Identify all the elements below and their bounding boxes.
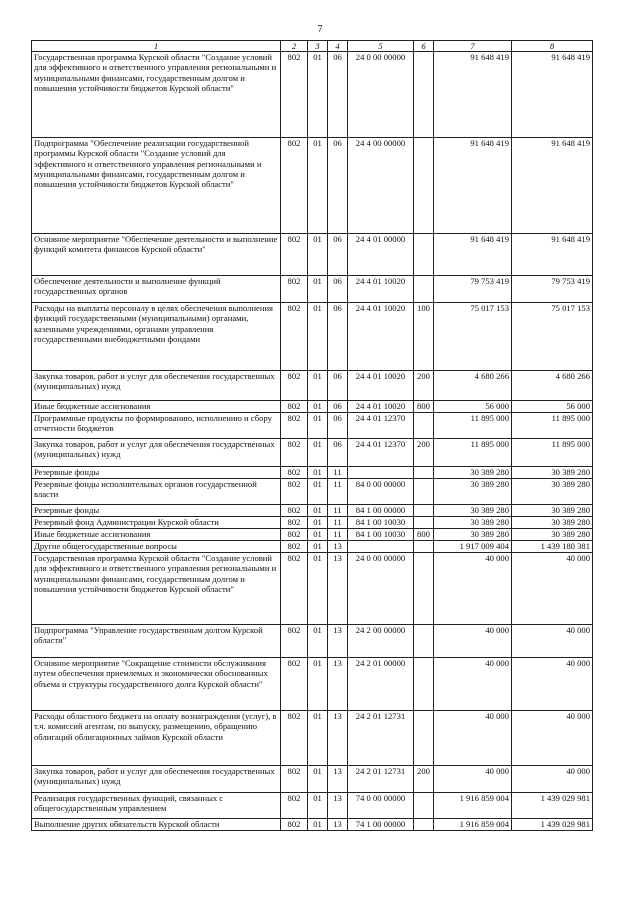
cell-rz: 01 (308, 401, 328, 413)
cell-sum1: 79 753 419 (434, 276, 512, 303)
cell-name: Закупка товаров, работ и услуг для обеспечения государственных (муниципальных) нужд (32, 371, 281, 401)
cell-csr: 24 0 00 00000 (348, 553, 414, 625)
cell-sum2: 30 389 280 (512, 529, 593, 541)
cell-ved: 802 (281, 658, 308, 711)
cell-sum1: 1 917 009 404 (434, 541, 512, 553)
cell-vr (414, 276, 434, 303)
cell-sum2: 1 439 029 981 (512, 819, 593, 831)
cell-sum1: 91 648 419 (434, 234, 512, 276)
cell-vr (414, 138, 434, 234)
cell-sum2: 4 680 266 (512, 371, 593, 401)
cell-csr: 24 4 01 10020 (348, 401, 414, 413)
cell-name: Выполнение других обязательств Курской области (32, 819, 281, 831)
cell-sum1: 75 017 153 (434, 303, 512, 371)
cell-vr (414, 625, 434, 658)
cell-pr: 06 (328, 439, 348, 467)
cell-sum1: 40 000 (434, 711, 512, 766)
cell-sum2: 30 389 280 (512, 467, 593, 479)
cell-pr: 11 (328, 517, 348, 529)
cell-csr: 84 0 00 00000 (348, 479, 414, 505)
cell-name: Другие общегосударственные вопросы (32, 541, 281, 553)
cell-ved: 802 (281, 413, 308, 439)
cell-sum1: 91 648 419 (434, 138, 512, 234)
table-row (32, 658, 593, 711)
cell-name: Расходы областного бюджета на оплату вознаграждения (услуг), в т.ч. комиссий агентам, по выпуску, размещению, обращению облигаций облигационных займов Курской области (32, 711, 281, 766)
cell-rz: 01 (308, 138, 328, 234)
cell-pr: 11 (328, 479, 348, 505)
cell-sum1: 56 000 (434, 401, 512, 413)
table-row (32, 138, 593, 234)
cell-csr: 24 4 01 12370 (348, 413, 414, 439)
cell-sum2: 56 000 (512, 401, 593, 413)
cell-sum2: 30 389 280 (512, 505, 593, 517)
cell-rz: 01 (308, 413, 328, 439)
cell-name: Резервные фонды исполнительных органов государственной власти (32, 479, 281, 505)
cell-sum2: 40 000 (512, 553, 593, 625)
cell-sum1: 1 916 859 004 (434, 819, 512, 831)
cell-pr: 06 (328, 234, 348, 276)
cell-pr: 11 (328, 505, 348, 517)
cell-sum1: 40 000 (434, 766, 512, 793)
cell-vr (414, 658, 434, 711)
cell-pr: 06 (328, 138, 348, 234)
cell-pr: 13 (328, 541, 348, 553)
cell-rz: 01 (308, 371, 328, 401)
cell-csr (348, 541, 414, 553)
cell-sum1: 11 895 000 (434, 413, 512, 439)
table-row (32, 819, 593, 831)
cell-ved: 802 (281, 711, 308, 766)
cell-ved: 802 (281, 517, 308, 529)
cell-vr: 100 (414, 303, 434, 371)
cell-rz: 01 (308, 303, 328, 371)
cell-csr: 24 0 00 00000 (348, 52, 414, 138)
cell-sum2: 40 000 (512, 766, 593, 793)
cell-pr: 13 (328, 793, 348, 819)
cell-rz: 01 (308, 505, 328, 517)
cell-pr: 13 (328, 819, 348, 831)
cell-vr (414, 234, 434, 276)
cell-sum2: 40 000 (512, 658, 593, 711)
cell-ved: 802 (281, 793, 308, 819)
table-row (32, 766, 593, 793)
cell-name: Иные бюджетные ассигнования (32, 529, 281, 541)
cell-sum1: 4 680 266 (434, 371, 512, 401)
cell-pr: 06 (328, 401, 348, 413)
cell-csr: 24 2 01 00000 (348, 658, 414, 711)
cell-csr: 84 1 00 10030 (348, 517, 414, 529)
cell-rz: 01 (308, 658, 328, 711)
cell-csr: 24 4 01 12370 (348, 439, 414, 467)
cell-ved: 802 (281, 553, 308, 625)
cell-name: Подпрограмма "Обеспечение реализации государственной программы Курской области "Создание условий для эффективного и ответственного управления региональными и муниципальными финансами, государственным долгом и повышения устойчивости бюджетов Курской области" (32, 138, 281, 234)
cell-pr: 13 (328, 625, 348, 658)
table-row (32, 439, 593, 467)
cell-name: Основное мероприятие "Обеспечение деятельности и выполнение функций комитета финансов Курской области" (32, 234, 281, 276)
cell-ved: 802 (281, 479, 308, 505)
table-row (32, 479, 593, 505)
budget-table (31, 40, 593, 831)
table-row (32, 505, 593, 517)
cell-name: Основное мероприятие "Сокращение стоимости обслуживания путем обеспечения приемлемых и экономически обоснованных объема и структуры государственного долга Курской области" (32, 658, 281, 711)
cell-sum1: 1 916 859 004 (434, 793, 512, 819)
cell-name: Резервные фонды (32, 505, 281, 517)
cell-csr: 74 0 00 00000 (348, 793, 414, 819)
cell-ved: 802 (281, 401, 308, 413)
cell-vr: 800 (414, 529, 434, 541)
cell-name: Государственная программа Курской области "Создание условий для эффективного и ответственного управления региональными и муниципальными финансами, государственным долгом и повышения устойчивости бюджетов Курской области" (32, 52, 281, 138)
cell-rz: 01 (308, 234, 328, 276)
cell-pr: 06 (328, 276, 348, 303)
cell-sum1: 30 389 280 (434, 517, 512, 529)
cell-csr (348, 467, 414, 479)
table-row (32, 234, 593, 276)
table-row (32, 276, 593, 303)
cell-sum2: 75 017 153 (512, 303, 593, 371)
column-header-vr: 6 (414, 41, 434, 52)
cell-ved: 802 (281, 234, 308, 276)
cell-rz: 01 (308, 711, 328, 766)
cell-csr: 24 2 01 12731 (348, 711, 414, 766)
cell-rz: 01 (308, 517, 328, 529)
cell-ved: 802 (281, 138, 308, 234)
table-row (32, 401, 593, 413)
cell-ved: 802 (281, 439, 308, 467)
page-number: 7 (317, 24, 323, 35)
cell-vr (414, 541, 434, 553)
cell-rz: 01 (308, 529, 328, 541)
table-row (32, 52, 593, 138)
cell-sum2: 11 895 000 (512, 439, 593, 467)
cell-sum2: 91 648 419 (512, 52, 593, 138)
table-row (32, 625, 593, 658)
cell-sum2: 91 648 419 (512, 234, 593, 276)
table-row (32, 541, 593, 553)
cell-sum2: 40 000 (512, 625, 593, 658)
cell-rz: 01 (308, 766, 328, 793)
cell-pr: 11 (328, 529, 348, 541)
cell-vr (414, 52, 434, 138)
cell-sum2: 40 000 (512, 711, 593, 766)
cell-name: Закупка товаров, работ и услуг для обеспечения государственных (муниципальных) нужд (32, 766, 281, 793)
cell-ved: 802 (281, 766, 308, 793)
cell-name: Иные бюджетные ассигнования (32, 401, 281, 413)
cell-ved: 802 (281, 52, 308, 138)
cell-ved: 802 (281, 505, 308, 517)
cell-sum2: 11 895 000 (512, 413, 593, 439)
cell-csr: 24 2 01 12731 (348, 766, 414, 793)
cell-name: Закупка товаров, работ и услуг для обеспечения государственных (муниципальных) нужд (32, 439, 281, 467)
cell-name: Резервный фонд Администрации Курской области (32, 517, 281, 529)
cell-csr: 24 2 00 00000 (348, 625, 414, 658)
table-header-row (32, 41, 593, 52)
cell-pr: 13 (328, 766, 348, 793)
cell-vr (414, 793, 434, 819)
cell-vr: 200 (414, 439, 434, 467)
cell-pr: 13 (328, 553, 348, 625)
cell-pr: 11 (328, 467, 348, 479)
cell-vr: 800 (414, 401, 434, 413)
cell-pr: 06 (328, 371, 348, 401)
column-header-sum2: 8 (512, 41, 593, 52)
cell-name: Расходы на выплаты персоналу в целях обеспечения выполнения функций государственными (муниципальными) органами, казенными учреждениями, органами управления государственными внебюджетными фондами (32, 303, 281, 371)
cell-pr: 13 (328, 658, 348, 711)
cell-pr: 06 (328, 52, 348, 138)
cell-pr: 13 (328, 711, 348, 766)
cell-vr (414, 479, 434, 505)
cell-vr: 200 (414, 371, 434, 401)
cell-rz: 01 (308, 467, 328, 479)
cell-sum2: 30 389 280 (512, 517, 593, 529)
table-row (32, 371, 593, 401)
cell-rz: 01 (308, 439, 328, 467)
cell-sum1: 11 895 000 (434, 439, 512, 467)
table-row (32, 413, 593, 439)
cell-vr (414, 819, 434, 831)
cell-sum1: 40 000 (434, 625, 512, 658)
cell-pr: 06 (328, 303, 348, 371)
cell-sum2: 1 439 180 381 (512, 541, 593, 553)
cell-sum2: 91 648 419 (512, 138, 593, 234)
cell-name: Реализация государственных функций, связанных с общегосударственным управлением (32, 793, 281, 819)
cell-vr (414, 517, 434, 529)
column-header-name: 1 (32, 41, 281, 52)
cell-csr: 24 4 01 00000 (348, 234, 414, 276)
cell-ved: 802 (281, 276, 308, 303)
cell-sum2: 79 753 419 (512, 276, 593, 303)
cell-name: Государственная программа Курской области "Создание условий для эффективного и ответственного управления региональными и муниципальными финансами, государственным долгом и повышения устойчивости бюджетов Курской области" (32, 553, 281, 625)
cell-csr: 24 4 00 00000 (348, 138, 414, 234)
cell-vr (414, 413, 434, 439)
cell-csr: 84 1 00 10030 (348, 529, 414, 541)
cell-ved: 802 (281, 541, 308, 553)
cell-ved: 802 (281, 467, 308, 479)
cell-sum1: 91 648 419 (434, 52, 512, 138)
column-header-ved: 2 (281, 41, 308, 52)
cell-csr: 24 4 01 10020 (348, 371, 414, 401)
table-row (32, 793, 593, 819)
table-row (32, 517, 593, 529)
cell-vr (414, 553, 434, 625)
cell-rz: 01 (308, 479, 328, 505)
cell-vr (414, 505, 434, 517)
cell-sum1: 30 389 280 (434, 467, 512, 479)
cell-vr (414, 467, 434, 479)
cell-rz: 01 (308, 625, 328, 658)
table-row (32, 711, 593, 766)
cell-rz: 01 (308, 553, 328, 625)
cell-sum1: 40 000 (434, 658, 512, 711)
cell-name: Программные продукты по формированию, исполнению и сбору отчетности бюджетов (32, 413, 281, 439)
cell-sum1: 30 389 280 (434, 529, 512, 541)
cell-csr: 24 4 01 10020 (348, 303, 414, 371)
cell-sum1: 30 389 280 (434, 479, 512, 505)
column-header-sum1: 7 (434, 41, 512, 52)
cell-sum2: 30 389 280 (512, 479, 593, 505)
column-header-pr: 4 (328, 41, 348, 52)
cell-name: Обеспечение деятельности и выполнение функций государственных органов (32, 276, 281, 303)
cell-rz: 01 (308, 276, 328, 303)
column-header-csr: 5 (348, 41, 414, 52)
cell-ved: 802 (281, 303, 308, 371)
cell-pr: 06 (328, 413, 348, 439)
column-header-rz: 3 (308, 41, 328, 52)
cell-rz: 01 (308, 541, 328, 553)
cell-csr: 74 1 00 00000 (348, 819, 414, 831)
cell-vr: 200 (414, 766, 434, 793)
cell-csr: 84 1 00 00000 (348, 505, 414, 517)
table-row (32, 303, 593, 371)
table-row (32, 529, 593, 541)
cell-ved: 802 (281, 529, 308, 541)
cell-rz: 01 (308, 52, 328, 138)
cell-csr: 24 4 01 10020 (348, 276, 414, 303)
cell-sum1: 40 000 (434, 553, 512, 625)
cell-sum1: 30 389 280 (434, 505, 512, 517)
cell-name: Подпрограмма "Управление государственным долгом Курской области" (32, 625, 281, 658)
table-row (32, 553, 593, 625)
cell-rz: 01 (308, 819, 328, 831)
cell-ved: 802 (281, 819, 308, 831)
table-body (32, 52, 593, 831)
cell-ved: 802 (281, 371, 308, 401)
cell-sum2: 1 439 029 981 (512, 793, 593, 819)
table-row (32, 467, 593, 479)
cell-vr (414, 711, 434, 766)
cell-ved: 802 (281, 625, 308, 658)
cell-name: Резервные фонды (32, 467, 281, 479)
cell-rz: 01 (308, 793, 328, 819)
